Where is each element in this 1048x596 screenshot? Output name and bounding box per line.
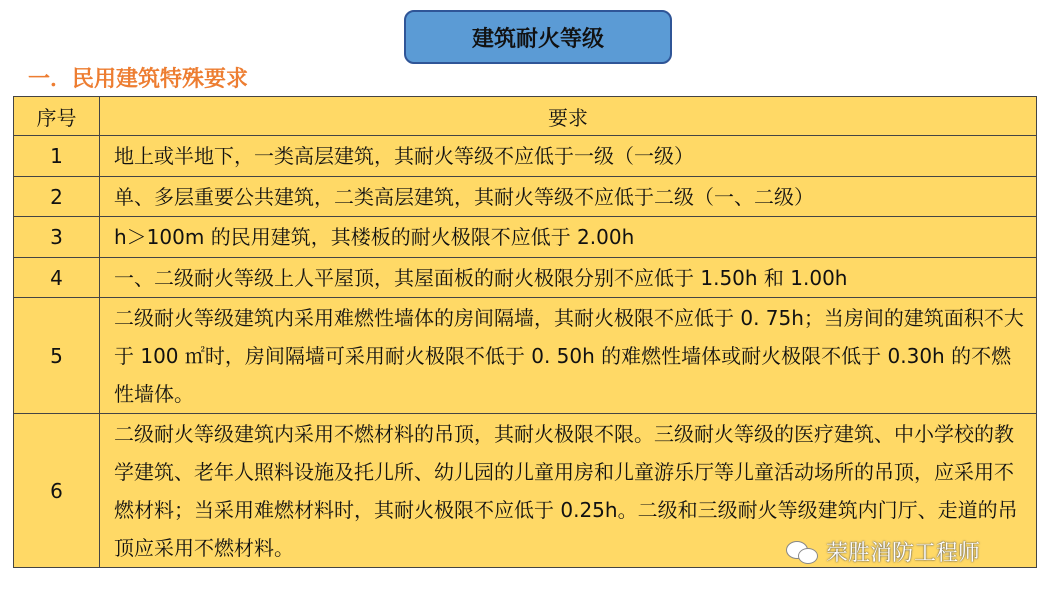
header-no: 序号 xyxy=(14,97,100,136)
table-row xyxy=(14,136,1037,177)
row-number: 1 xyxy=(14,136,100,177)
row-requirement: 地上或半地下，一类高层建筑，其耐火等级不应低于一级（一级） xyxy=(100,136,1037,177)
wechat-icon xyxy=(786,539,820,565)
table-header-row xyxy=(14,97,1037,136)
row-requirement: 单、多层重要公共建筑，二类高层建筑，其耐火等级不应低于二级（一、二级） xyxy=(100,177,1037,217)
row-requirement: 二级耐火等级建筑内采用难燃性墙体的房间隔墙，其耐火极限不应低于 0. 75h；当房间的建筑面积不大于 100 ㎡时，房间隔墙可采用耐火极限不低于 0. 50h 的难燃性墙体或耐火极限不低于 0.30h 的不燃性墙体。 xyxy=(100,298,1037,414)
row-requirement: 二级耐火等级建筑内采用不燃材料的吊顶，其耐火极限不限。三级耐火等级的医疗建筑、中小学校的教学建筑、老年人照料设施及托儿所、幼儿园的儿童用房和儿童游乐厅等儿童活动场所的吊顶，应采用不燃材料；当采用难燃材料时，其耐火极限不应低于 0.25h。二级和三级耐火等级建筑内门厅、走道的吊顶应采用不燃材料。 xyxy=(100,414,1037,568)
header-requirement: 要求 xyxy=(100,97,1037,136)
table-row xyxy=(14,217,1037,258)
requirements-table xyxy=(13,96,1037,568)
page-title: 建筑耐火等级 xyxy=(404,10,672,64)
row-number: 5 xyxy=(14,298,100,414)
row-requirement: 一、二级耐火等级上人平屋顶，其屋面板的耐火极限分别不应低于 1.50h 和 1.00h xyxy=(100,258,1037,298)
row-number: 2 xyxy=(14,177,100,217)
watermark xyxy=(786,536,980,567)
table-row xyxy=(14,258,1037,298)
row-number: 3 xyxy=(14,217,100,258)
table-row xyxy=(14,298,1037,414)
section-heading: 一．民用建筑特殊要求 xyxy=(28,66,249,92)
row-number: 6 xyxy=(14,414,100,568)
table-row xyxy=(14,177,1037,217)
row-number: 4 xyxy=(14,258,100,298)
row-requirement: h＞100m 的民用建筑，其楼板的耐火极限不应低于 2.00h xyxy=(100,217,1037,258)
watermark-text: 荣胜消防工程师 xyxy=(826,541,981,566)
